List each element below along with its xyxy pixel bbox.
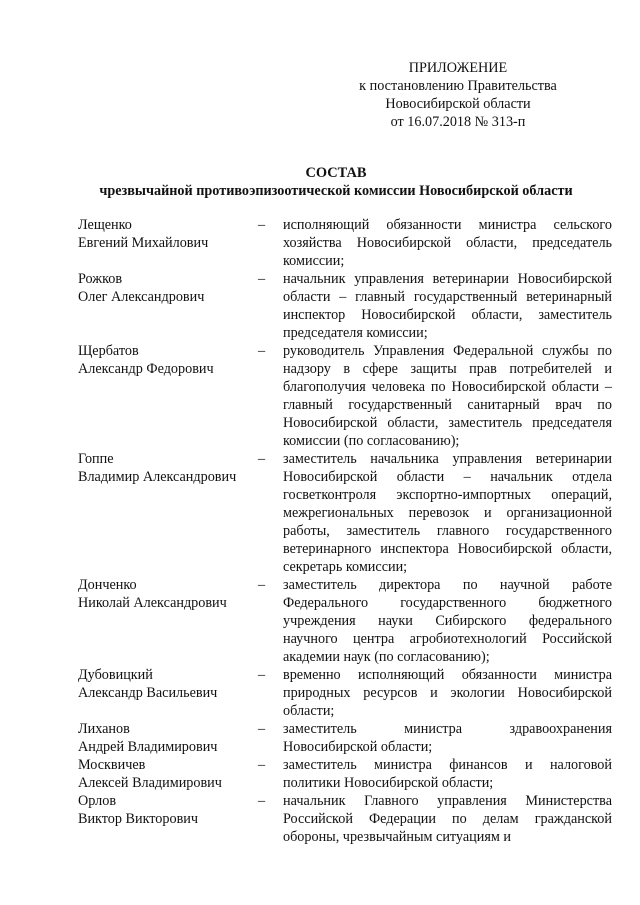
member-surname: Рожков	[78, 271, 123, 287]
member-surname: Гоппе	[78, 451, 114, 467]
member-surname: Дубовицкий	[78, 667, 153, 683]
member-surname: Щербатов	[78, 343, 139, 359]
member-row	[78, 216, 612, 270]
document-subtitle: чрезвычайной противоэпизоотической комиссии Новосибирской области	[99, 183, 573, 199]
member-surname: Лещенко	[78, 217, 132, 233]
member-row	[78, 576, 612, 666]
member-dash: –	[258, 577, 266, 593]
member-dash: –	[258, 793, 266, 809]
member-dash: –	[258, 217, 266, 233]
member-dash: –	[258, 757, 266, 773]
member-row	[78, 666, 612, 720]
appendix-header	[338, 59, 578, 131]
member-name	[78, 576, 258, 666]
member-name	[78, 342, 258, 450]
member-dash: –	[258, 271, 266, 287]
member-given-names: Александр Васильевич	[78, 685, 218, 701]
member-row	[78, 450, 612, 576]
member-name	[78, 270, 258, 342]
member-given-names: Александр Федорович	[78, 361, 214, 377]
member-given-names: Олег Александрович	[78, 289, 205, 305]
member-dash: –	[258, 721, 266, 737]
member-position: заместитель министра здравоохранения Новосибирской области;	[283, 721, 612, 755]
member-position: руководитель Управления Федеральной службы по надзору в сфере защиты прав потребителей и благополучия человека по Новосибирской области – главный государственный санитарный врач по Новосибирской области, заместитель председателя комиссии (по согласованию);	[283, 343, 612, 449]
member-name	[78, 720, 258, 756]
member-name	[78, 216, 258, 270]
member-given-names: Алексей Владимирович	[78, 775, 222, 791]
member-surname: Лиханов	[78, 721, 130, 737]
member-dash: –	[258, 667, 266, 683]
appendix-date-number: от 16.07.2018 № 313-п	[390, 114, 526, 130]
member-surname: Москвичев	[78, 757, 146, 773]
member-given-names: Виктор Викторович	[78, 811, 198, 827]
member-position: начальник Главного управления Министерства Российской Федерации по делам гражданской обороны, чрезвычайным ситуациям и	[283, 793, 612, 845]
appendix-region: Новосибирской области	[385, 96, 531, 112]
member-dash: –	[258, 451, 266, 467]
member-given-names: Николай Александрович	[78, 595, 227, 611]
member-row	[78, 270, 612, 342]
member-position: исполняющий обязанности министра сельского хозяйства Новосибирской области, председатель комиссии;	[283, 217, 612, 269]
member-given-names: Евгений Михайлович	[78, 235, 209, 251]
member-row	[78, 792, 612, 846]
member-row	[78, 720, 612, 756]
appendix-label: ПРИЛОЖЕНИЕ	[408, 60, 508, 76]
member-given-names: Владимир Александрович	[78, 469, 237, 485]
member-dash: –	[258, 343, 266, 359]
document-title: СОСТАВ	[305, 165, 367, 181]
member-given-names: Андрей Владимирович	[78, 739, 218, 755]
member-name	[78, 756, 258, 792]
member-position: временно исполняющий обязанности министра природных ресурсов и экологии Новосибирской области;	[283, 667, 612, 719]
member-position: заместитель министра финансов и налоговой политики Новосибирской области;	[283, 757, 612, 791]
member-row	[78, 342, 612, 450]
member-name	[78, 666, 258, 720]
members-list	[78, 216, 612, 846]
member-position: заместитель начальника управления ветеринарии Новосибирской области – начальник отдела госветконтроля экспортно-импортных операций, межрегиональных перевозок и организационной работы, заместитель главного государственного ветеринарного инспектора Новосибирской области, секретарь комиссии;	[283, 451, 612, 575]
member-surname: Донченко	[78, 577, 137, 593]
member-name	[78, 450, 258, 576]
member-position: заместитель директора по научной работе Федерального государственного бюджетного учреждения науки Сибирского федерального научного центра агробиотехнологий Российской академии наук (по согласованию);	[283, 577, 612, 665]
member-name	[78, 792, 258, 846]
member-position: начальник управления ветеринарии Новосибирской области – главный государственный ветеринарный инспектор Новосибирской области, заместитель председателя комиссии;	[283, 271, 612, 341]
member-row	[78, 756, 612, 792]
appendix-resolution-ref: к постановлению Правительства	[359, 78, 557, 94]
member-surname: Орлов	[78, 793, 117, 809]
